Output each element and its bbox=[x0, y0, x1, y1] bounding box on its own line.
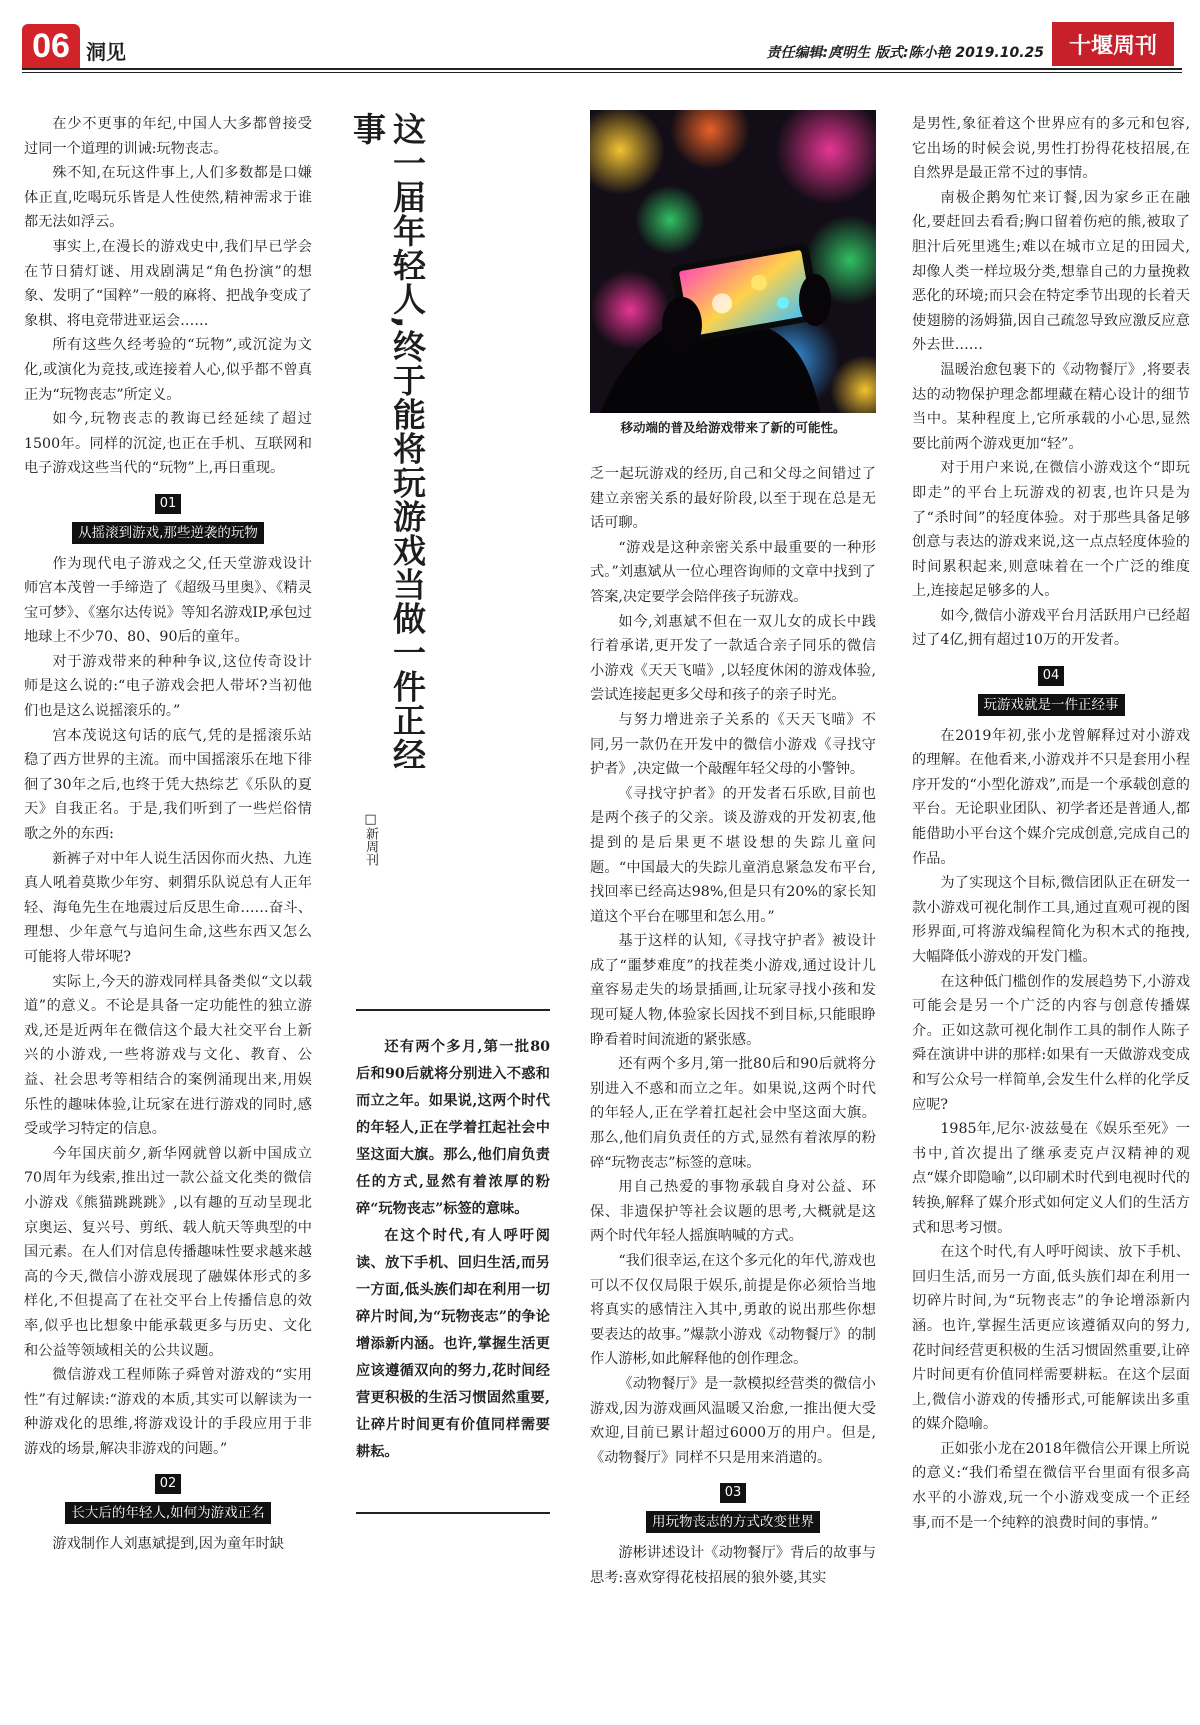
section-number: 04 bbox=[1038, 666, 1065, 686]
article-byline: □新周刊 bbox=[363, 812, 378, 866]
section-number: 03 bbox=[720, 1483, 747, 1503]
phone-photo-illustration bbox=[590, 110, 876, 413]
section-heading-02 bbox=[24, 1471, 312, 1524]
pullquote-rule-bottom bbox=[356, 1512, 550, 1514]
paragraph: 作为现代电子游戏之父,任天堂游戏设计师宫本茂曾一手缔造了《超级马里奥》、《精灵宝可梦》、《塞尔达传说》等知名游戏IP,承包过地球上不少70、80、90后的童年。 bbox=[24, 555, 312, 646]
paragraph: 对于用户来说,在微信小游戏这个“即玩即走”的平台上玩游戏的初衷,也许只是为了“杀时间”的轻度体验。对于那些具备足够创意与表达的游戏来说,这一点点轻度体验的时间累积起来,则意味着在一个广泛的维度上,连接起足够多的人。 bbox=[912, 460, 1190, 600]
section-heading-04 bbox=[912, 663, 1190, 716]
paragraph: 为了实现这个目标,微信团队正在研发一款小游戏可视化制作工具,通过直观可视的图形界面,可将游戏编程简化为积木式的拖拽,大幅降低小游戏的开发门槛。 bbox=[912, 875, 1190, 965]
pullquote-paragraph: 还有两个多月,第一批80后和90后就将分别进入不惑和而立之年。如果说,这两个时代的年轻人,正在学着扛起社会中坚这面大旗。那么,他们肩负责任的方式,显然有着浓厚的粉碎“玩物丧志”标签的意味。 bbox=[356, 1039, 550, 1217]
paragraph: 殊不知,在玩这件事上,人们多数都是口嫌体正直,吃喝玩乐皆是人性使然,精神需求于谁都无法如浮云。 bbox=[24, 165, 312, 231]
paragraph: 如今,玩物丧志的教诲已经延续了超过1500年。同样的沉淀,也正在手机、互联网和电子游戏这些当代的“玩物”上,再日重现。 bbox=[24, 411, 312, 477]
section-heading-text: 用玩物丧志的方式改变世界 bbox=[646, 1511, 820, 1533]
section-title: 洞见 bbox=[86, 40, 126, 64]
section-number: 01 bbox=[155, 494, 182, 514]
article-photo bbox=[590, 110, 876, 413]
paragraph: 《寻找守护者》的开发者石乐欧,目前也是两个孩子的父亲。谈及游戏的开发初衷,他提到的是后果更不堪设想的失踪儿童问题。“中国最大的失踪儿童消息紧急发布平台,找回率已经高达98%,但是只有20%的家长知道这个平台在哪里和怎么用。” bbox=[590, 785, 876, 925]
header-rule bbox=[22, 68, 1182, 70]
paragraph: 今年国庆前夕,新华网就曾以新中国成立70周年为线索,推出过一款公益文化类的微信小游戏《熊猫跳跳跳》,以有趣的互动呈现北京奥运、复兴号、剪纸、载人航天等典型的中国元素。在人们对信息传播趣味性要求越来越高的今天,微信小游戏展现了融媒体形式的多样化,不但提高了在社交平台上传播信息的效率,似乎也比想象中能承载更多与历史、文化和公益等领域相关的公共议题。 bbox=[24, 1145, 312, 1359]
editor-credits: 责任编辑:庹明生 版式:陈小艳 2019.10.25 bbox=[766, 45, 1044, 61]
paragraph: 在这种低门槛创作的发展趋势下,小游戏可能会是另一个广泛的内容与创意传播媒介。正如这款可视化制作工具的制作人陈子舜在演讲中讲的那样:如果有一天做游戏变成和写公众号一样简单,会发生什么样的化学反应呢? bbox=[912, 973, 1190, 1113]
paragraph: 正如张小龙在2018年微信公开课上所说的意义:“我们希望在微信平台里面有很多高水平的小游戏,玩一个小游戏变成一个正经事,而不是一个纯粹的浪费时间的事情。” bbox=[912, 1440, 1190, 1531]
paragraph: 1985年,尼尔·波兹曼在《娱乐至死》一书中,首次提出了继承麦克卢汉精神的观点“媒介即隐喻”,以印刷术时代到电视时代的转换,解释了媒介形式如何定义人们的生活方式和思考习惯。 bbox=[912, 1121, 1190, 1236]
section-heading-text: 玩游戏就是一件正经事 bbox=[978, 694, 1125, 716]
paragraph: 如今,刘惠斌不但在一双儿女的成长中践行着承诺,更开发了一款适合亲子同乐的微信小游戏《天天飞喵》,以轻度休闲的游戏体验,尝试连接起更多父母和孩子的亲子时光。 bbox=[590, 613, 876, 704]
paragraph: 《动物餐厅》是一款模拟经营类的微信小游戏,因为游戏画风温暖又治愈,一推出便大受欢迎,目前已累计超过6000万的用户。但是,《动物餐厅》同样不只是用来消遣的。 bbox=[590, 1375, 876, 1466]
section-heading-text: 从摇滚到游戏,那些逆袭的玩物 bbox=[72, 522, 264, 544]
masthead-logo: 十堰周刊 bbox=[1052, 22, 1174, 66]
paragraph: 在2019年初,张小龙曾解释过对小游戏的理解。在他看来,小游戏并不只是套用小程序开发的“小型化游戏”,而是一个承载创意的平台。无论职业团队、初学者还是普通人,都能借助小平台这个媒介完成创意,完成自己的作品。 bbox=[912, 727, 1190, 867]
paragraph: 游戏制作人刘惠斌提到,因为童年时缺 bbox=[52, 1536, 284, 1553]
page-header bbox=[22, 22, 1182, 66]
header-rule-thin bbox=[22, 72, 1182, 73]
paragraph: 微信游戏工程师陈子舜曾对游戏的“实用性”有过解读:“游戏的本质,其实可以解读为一种游戏化的思维,将游戏设计的手段应用于非游戏的场景,解决非游戏的问题。” bbox=[24, 1367, 312, 1457]
section-heading-text: 长大后的年轻人,如何为游戏正名 bbox=[65, 1502, 270, 1524]
article-title: 这一届年轻人,终于能将玩游戏当做一件正经事 bbox=[348, 112, 427, 772]
paragraph: 对于游戏带来的种种争议,这位传奇设计师是这么说的:“电子游戏会把人带坏?当初他们也是这么说摇滚乐的。” bbox=[24, 653, 312, 720]
page-number: 06 bbox=[22, 24, 80, 68]
paragraph: 宫本茂说这句话的底气,凭的是摇滚乐站稳了西方世界的主流。而中国摇滚乐在地下徘徊了30年之后,也终于凭大热综艺《乐队的夏天》自我正名。于是,我们听到了一些烂俗情歌之外的东西: bbox=[24, 727, 312, 843]
paragraph: 基于这样的认知,《寻找守护者》被设计成了“噩梦难度”的找茬类小游戏,通过设计儿童容易走失的场景插画,让玩家寻找小孩和发现可疑人物,体验家长因找不到目标,只能眼睁睁看着时间流逝的紧张感。 bbox=[590, 933, 876, 1048]
paragraph: “游戏是这种亲密关系中最重要的一种形式。”刘惠斌从一位心理咨询师的文章中找到了答案,决定要学会陪伴孩子玩游戏。 bbox=[590, 539, 876, 605]
paragraph: 是男性,象征着这个世界应有的多元和包容,它出场的时候会说,男性打扮得花枝招展,在自然界是最正常不过的事情。 bbox=[912, 116, 1190, 182]
photo-caption: 移动端的普及给游戏带来了新的可能性。 bbox=[620, 420, 846, 435]
paragraph: 游彬讲述设计《动物餐厅》背后的故事与思考:喜欢穿得花枝招展的狼外婆,其实 bbox=[590, 1544, 876, 1586]
column-1 bbox=[24, 112, 312, 1557]
paragraph: 用自己热爱的事物承载自身对公益、环保、非遗保护等社会议题的思考,大概就是这两个时代年轻人摇旗呐喊的方式。 bbox=[590, 1179, 876, 1245]
paragraph: 还有两个多月,第一批80后和90后就将分别进入不惑和而立之年。如果说,这两个时代的年轻人,正在学着扛起社会中坚这面大旗。那么,他们肩负责任的方式,显然有着浓厚的粉碎“玩物丧志”标签的意味。 bbox=[590, 1056, 876, 1171]
paragraph: 在少不更事的年纪,中国人大多都曾接受过同一个道理的训诫:玩物丧志。 bbox=[24, 116, 312, 157]
section-heading-01 bbox=[24, 491, 312, 544]
section-heading-03 bbox=[590, 1480, 876, 1533]
paragraph: 温暖治愈包裹下的《动物餐厅》,将要表达的动物保护理念都埋藏在精心设计的细节当中。某种程度上,它所承载的小心思,显然要比前两个游戏更加“轻”。 bbox=[912, 361, 1190, 452]
column-3 bbox=[590, 462, 876, 1590]
paragraph: 与努力增进亲子关系的《天天飞喵》不同,另一款仍在开发中的微信小游戏《寻找守护者》,决定做一个敲醒年轻父母的小警钟。 bbox=[590, 711, 876, 778]
paragraph: 事实上,在漫长的游戏史中,我们早已学会在节日猜灯谜、用戏剧满足“角色扮演”的想象、发明了“国粹”一般的麻将、把战争变成了象棋、将电竞带进亚运会…… bbox=[24, 238, 312, 329]
pullquote-rule-top bbox=[356, 1009, 550, 1011]
paragraph: 新裤子对中年人说生活因你而火热、九连真人吼着莫欺少年穷、刺猬乐队说总有人正年轻、海龟先生在地震过后反思生命……奋斗、理想、少年意气与追问生命,这些东西又怎么可能将人带坏呢? bbox=[24, 850, 312, 965]
column-4 bbox=[912, 112, 1190, 1535]
pullquote bbox=[356, 1034, 550, 1466]
paragraph: 在这个时代,有人呼吁阅读、放下手机、回归生活,而另一方面,低头族们却在利用一切碎片时间,为“玩物丧志”的争论增添新内涵。也许,掌握生活更应该遵循双向的努力,花时间经营更积极的生活习惯固然重要,让碎片时间更有价值同样需要耕耘。在这个层面上,微信小游戏的传播形式,可能解读出多重的媒介隐喻。 bbox=[912, 1244, 1190, 1433]
pullquote-paragraph: 在这个时代,有人呼吁阅读、放下手机、回归生活,而另一方面,低头族们却在利用一切碎片时间,为“玩物丧志”的争论增添新内涵。也许,掌握生活更应该遵循双向的努力,花时间经营更积极的生活习惯固然重要,让碎片时间更有价值同样需要耕耘。 bbox=[356, 1228, 550, 1460]
paragraph: 如今,微信小游戏平台月活跃用户已经超过了4亿,拥有超过10万的开发者。 bbox=[912, 607, 1190, 649]
paragraph: 南极企鹅匆忙来订餐,因为家乡正在融化,要赶回去看看;胸口留着伤疤的熊,被取了胆汁后死里逃生;难以在城市立足的田园犬,却像人类一样垃圾分类,想靠自己的力量挽救恶化的环境;而只会在特定季节出现的长着天使翅膀的汤姆猫,因自己疏忽导致应激反应意外去世…… bbox=[912, 189, 1190, 354]
paragraph: “我们很幸运,在这个多元化的年代,游戏也可以不仅仅局限于娱乐,前提是你必须恰当地将真实的感情注入其中,勇敢的说出那些你想要表达的故事。”爆款小游戏《动物餐厅》的制作人游彬,如此解释他的创作理念。 bbox=[590, 1253, 876, 1368]
paragraph: 乏一起玩游戏的经历,自己和父母之间错过了建立亲密关系的最好阶段,以至于现在总是无话可聊。 bbox=[590, 466, 876, 532]
section-number: 02 bbox=[155, 1474, 182, 1494]
paragraph: 实际上,今天的游戏同样具备类似“文以载道”的意义。不论是具备一定功能性的独立游戏,还是近两年在微信这个最大社交平台上新兴的小游戏,一些将游戏与文化、教育、公益、社会思考等相结合的案例涌现出来,用娱乐性的趣味体验,让玩家在进行游戏的同时,感受或学习特定的信息。 bbox=[24, 973, 312, 1138]
paragraph: 所有这些久经考验的“玩物”,或沉淀为文化,或演化为竞技,或连接着人心,似乎都不曾真正为“玩物丧志”所定义。 bbox=[24, 337, 312, 403]
